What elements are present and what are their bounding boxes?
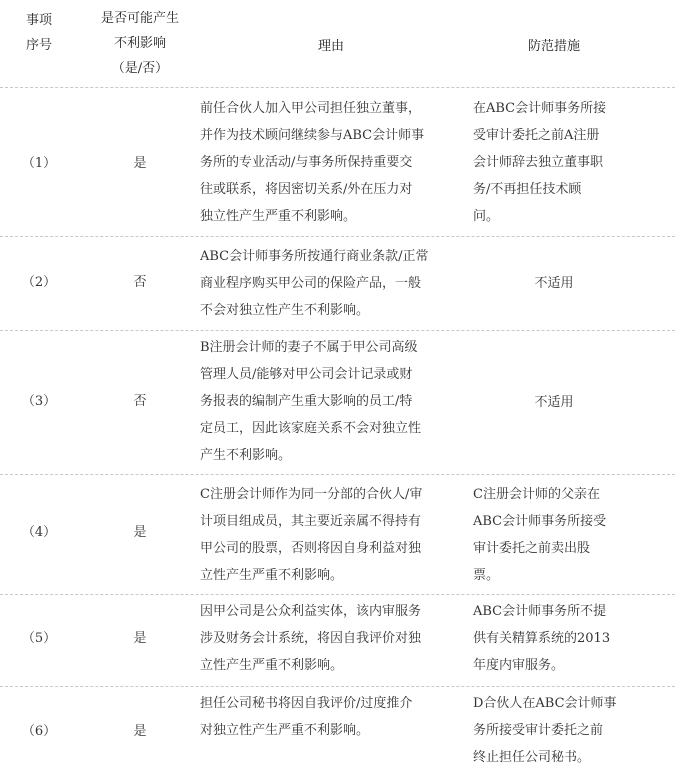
divider — [0, 330, 675, 331]
row-reason — [200, 95, 462, 230]
header-measures: 防范措施 — [527, 39, 580, 54]
divider — [0, 686, 675, 687]
reason-line: 计项目组成员，其主要近亲属不得持有 — [200, 514, 422, 529]
reason-line: 担任公司秘书将因自我评价/过度推介 — [200, 696, 413, 711]
row-number: （2） — [21, 275, 57, 290]
header-affect-line: 是否可能产生 — [100, 11, 179, 26]
header-num-line: 序号 — [25, 38, 52, 53]
reason-line: 并作为技术顾问继续参与ABC会计师事 — [200, 128, 425, 143]
reason-line: 独立性产生严重不利影响。 — [200, 209, 357, 224]
header-affect-line: （是/否） — [111, 61, 169, 76]
row-affect: 是 — [133, 724, 147, 739]
header-num-line: 事项 — [25, 13, 52, 28]
reason-line: 立性产生严重不利影响。 — [200, 568, 344, 583]
measure-line: ABC会计师事务所接受 — [473, 514, 607, 529]
row-affect: 否 — [133, 275, 147, 290]
measure-line: 供有关精算系统的2013 — [473, 631, 611, 646]
row-measures — [473, 95, 635, 230]
reason-line: 务报表的编制产生重大影响的员工/特 — [200, 394, 413, 409]
reason-line: C注册会计师作为同一分部的合伙人/审 — [200, 487, 423, 502]
measure-line: ABC会计师事务所不提 — [473, 604, 607, 619]
measure-line: 不适用 — [534, 276, 574, 291]
measure-line: 不适用 — [534, 395, 574, 410]
measure-line: 审计委托之前卖出股 — [473, 541, 591, 556]
row-affect: 是 — [133, 525, 147, 540]
row-number: （1） — [21, 156, 57, 171]
measure-line: 问。 — [473, 209, 500, 224]
divider — [0, 87, 675, 88]
measure-line: C注册会计师的父亲在 — [473, 487, 600, 502]
measure-line: 务/不再担任技术顾 — [473, 182, 582, 197]
row-reason — [200, 690, 462, 744]
row-number: （6） — [21, 724, 57, 739]
row-number: （4） — [21, 525, 57, 540]
divider — [0, 474, 675, 475]
header-affect — [80, 6, 200, 81]
reason-line: 立性产生严重不利影响。 — [200, 658, 344, 673]
row-measures — [473, 270, 635, 297]
reason-line: B注册会计师的妻子不属于甲公司高级 — [200, 340, 418, 355]
reason-line: 产生不利影响。 — [200, 448, 292, 463]
row-measures — [473, 481, 635, 589]
divider — [0, 236, 675, 237]
measure-line: 终止担任公司秘书。 — [473, 750, 591, 765]
row-number: （5） — [21, 631, 57, 646]
measure-line: 受审计委托之前A注册 — [473, 128, 600, 143]
row-affect: 是 — [133, 631, 147, 646]
row-affect: 否 — [133, 394, 147, 409]
reason-line: 因甲公司是公众利益实体，该内审服务 — [200, 604, 422, 619]
row-reason — [200, 243, 462, 324]
row-reason — [200, 598, 462, 679]
divider — [0, 594, 675, 595]
reason-line: 涉及财务会计系统，将因自我评价对独 — [200, 631, 422, 646]
reason-line: ABC会计师事务所按通行商业条款/正常 — [200, 249, 429, 264]
row-number: （3） — [21, 394, 57, 409]
reason-line: 不会对独立性产生不利影响。 — [200, 303, 370, 318]
row-reason — [200, 481, 462, 589]
measure-line: 务所接受审计委托之前 — [473, 723, 604, 738]
header-reason: 理由 — [317, 39, 344, 54]
reason-line: 前任合伙人加入甲公司担任独立董事， — [200, 101, 422, 116]
measure-line: 票。 — [473, 568, 500, 583]
header-affect-line: 不利影响 — [113, 36, 166, 51]
measure-line: 会计师辞去独立董事职 — [473, 155, 604, 170]
row-measures — [473, 690, 635, 771]
row-affect: 是 — [133, 156, 147, 171]
header-num — [6, 8, 72, 58]
row-measures — [473, 389, 635, 416]
measure-line: 年度内审服务。 — [473, 658, 565, 673]
row-reason — [200, 334, 462, 469]
reason-line: 往或联系，将因密切关系/外在压力对 — [200, 182, 413, 197]
row-measures — [473, 598, 635, 679]
reason-line: 务所的专业活动/与事务所保持重要交 — [200, 155, 413, 170]
reason-line: 商业程序购买甲公司的保险产品，一般 — [200, 276, 422, 291]
reason-line: 对独立性产生严重不利影响。 — [200, 723, 370, 738]
reason-line: 管理人员/能够对甲公司会计记录或财 — [200, 367, 413, 382]
measure-line: D合伙人在ABC会计师事 — [473, 696, 617, 711]
reason-line: 定员工，因此该家庭关系不会对独立性 — [200, 421, 422, 436]
measure-line: 在ABC会计师事务所接 — [473, 101, 607, 116]
reason-line: 甲公司的股票，否则将因自身利益对独 — [200, 541, 422, 556]
